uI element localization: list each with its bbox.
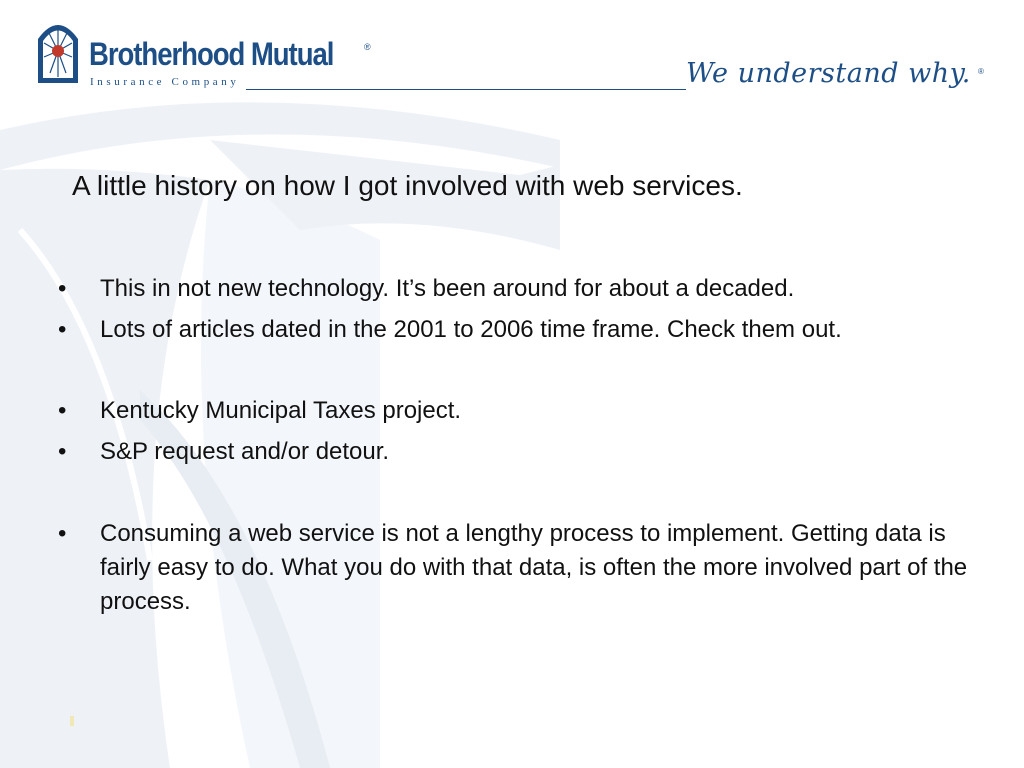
bullet-dot: •	[58, 275, 67, 302]
slide-title: A little history on how I got involved with web services.	[72, 170, 743, 201]
registered-mark: ®	[364, 42, 371, 52]
bullet-dot: •	[58, 438, 67, 465]
bullet-text: Consuming a web service is not a lengthy process to implement. Getting data is fairly easy to do. What you do with that data, is often the more involved part of the process.	[100, 520, 968, 615]
header-divider	[246, 89, 686, 90]
brand-name: Brotherhood Mutual	[89, 36, 334, 72]
bullet-dot: •	[58, 520, 67, 547]
bullet-text: Lots of articles dated in the 2001 to 2006 time frame. Check them out.	[100, 316, 842, 343]
bullet-text: Kentucky Municipal Taxes project.	[100, 397, 462, 424]
slide-header	[0, 0, 1024, 110]
bullet-text: S&P request and/or detour.	[100, 438, 390, 465]
brand-subtitle: Insurance Company	[90, 76, 240, 88]
bullet-dot: •	[58, 397, 67, 424]
tagline-registered-mark: ®	[978, 67, 984, 76]
sunburst-window-icon	[36, 17, 80, 85]
brand-tagline: We understand why.	[686, 58, 971, 89]
bullet-text: This in not new technology. It’s been around for about a decaded.	[100, 275, 795, 302]
corner-mark	[70, 716, 74, 726]
bullet-dot: •	[58, 316, 67, 343]
